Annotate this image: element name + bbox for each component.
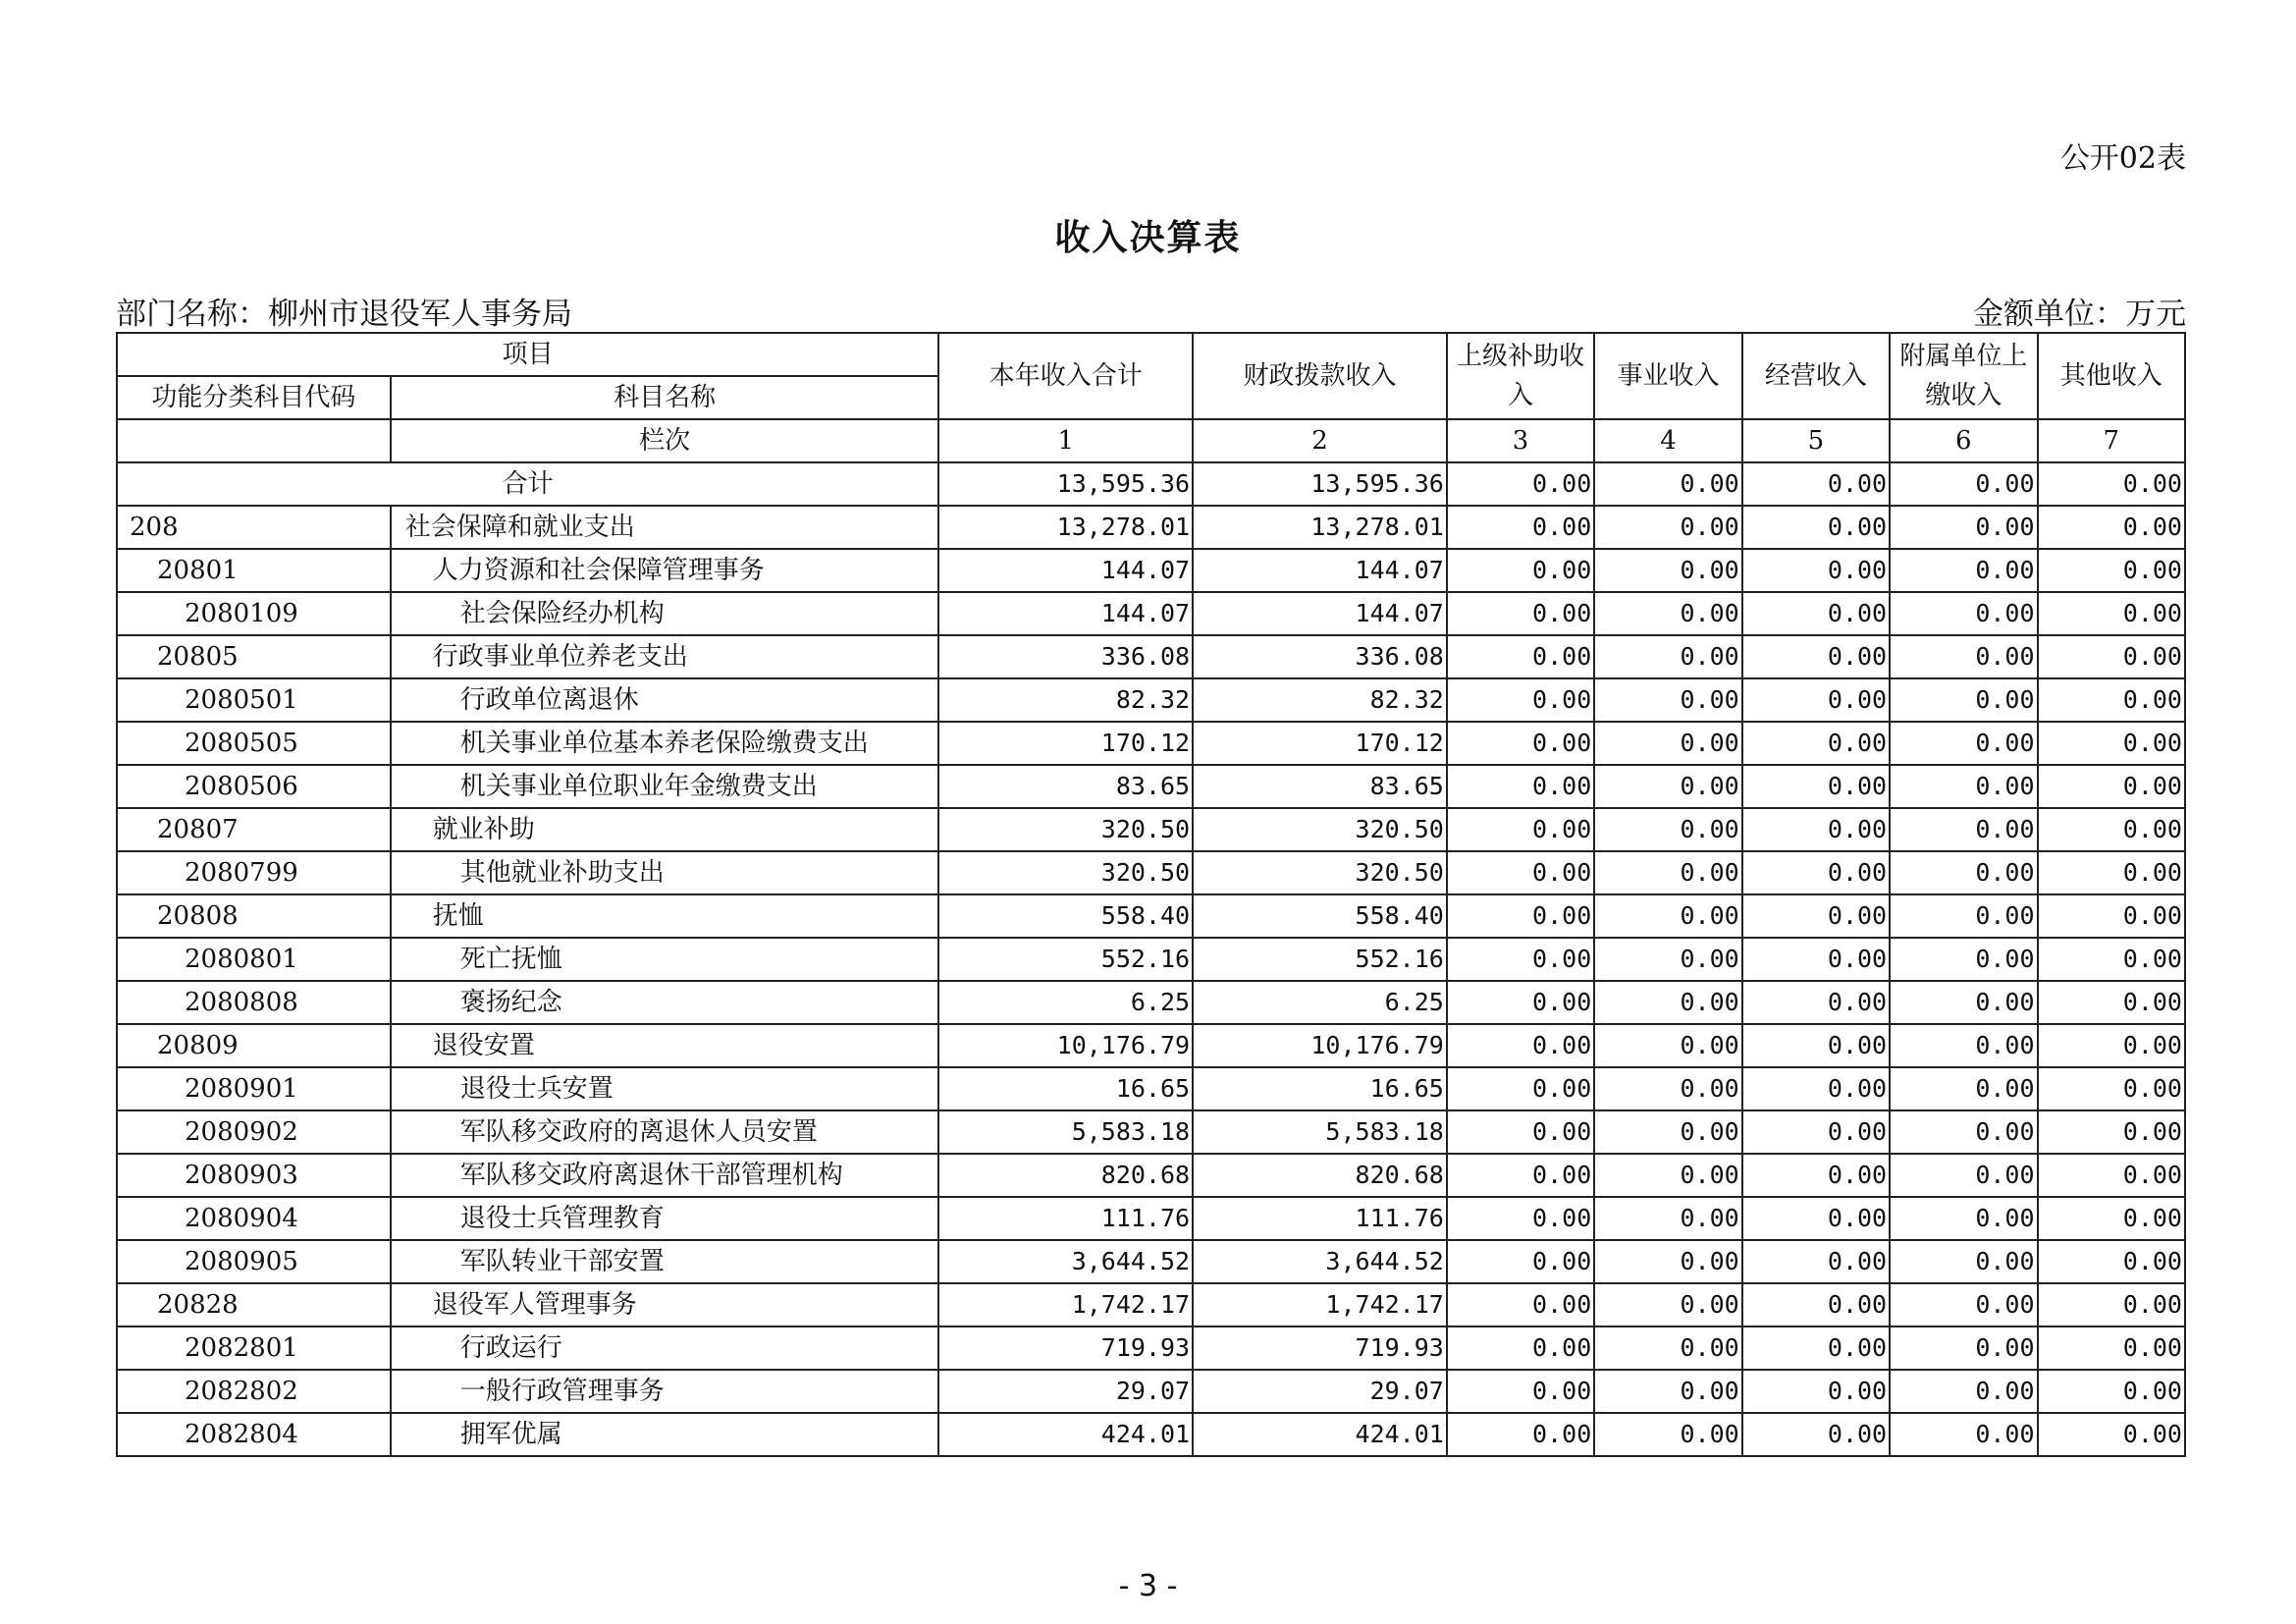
amount-cell: 0.00 <box>1890 851 2037 894</box>
subject-code: 2080901 <box>117 1067 391 1110</box>
amount-cell: 0.00 <box>1890 981 2037 1024</box>
amount-cell: 0.00 <box>1594 722 1741 765</box>
total-value: 13,595.36 <box>1193 462 1447 506</box>
total-value: 0.00 <box>2038 462 2185 506</box>
amount-cell: 0.00 <box>1742 851 1890 894</box>
page-number: - 3 - <box>1118 1569 1178 1603</box>
header-col-business: 事业收入 <box>1594 333 1741 419</box>
amount-cell: 0.00 <box>2038 1283 2185 1326</box>
table-row <box>117 1283 2185 1326</box>
table-row <box>117 1240 2185 1283</box>
table-row <box>117 1154 2185 1197</box>
amount-cell: 144.07 <box>938 592 1193 635</box>
table-row <box>117 938 2185 981</box>
table-row <box>117 808 2185 851</box>
amount-cell: 0.00 <box>1890 1283 2037 1326</box>
amount-cell: 424.01 <box>938 1413 1193 1456</box>
amount-cell: 0.00 <box>1594 894 1741 938</box>
amount-cell: 0.00 <box>2038 592 2185 635</box>
amount-cell: 0.00 <box>1890 549 2037 592</box>
subject-code: 2080905 <box>117 1240 391 1283</box>
amount-cell: 0.00 <box>1594 1240 1741 1283</box>
amount-cell: 0.00 <box>1447 1413 1594 1456</box>
table-body <box>117 462 2185 1456</box>
amount-cell: 0.00 <box>1742 1197 1890 1240</box>
amount-cell: 0.00 <box>1447 506 1594 549</box>
amount-cell: 0.00 <box>1742 506 1890 549</box>
amount-cell: 719.93 <box>938 1326 1193 1370</box>
seq-cell: 6 <box>1890 419 2037 462</box>
seq-cell: 3 <box>1447 419 1594 462</box>
amount-cell: 820.68 <box>938 1154 1193 1197</box>
table-row <box>117 1110 2185 1154</box>
amount-cell: 0.00 <box>1447 635 1594 678</box>
amount-cell: 0.00 <box>1594 1413 1741 1456</box>
amount-cell: 0.00 <box>1594 678 1741 722</box>
amount-cell: 83.65 <box>938 765 1193 808</box>
amount-cell: 82.32 <box>938 678 1193 722</box>
amount-cell: 0.00 <box>1742 722 1890 765</box>
amount-cell: 0.00 <box>1742 1283 1890 1326</box>
table-row <box>117 678 2185 722</box>
amount-cell: 29.07 <box>1193 1370 1447 1413</box>
subject-code: 208 <box>117 506 391 549</box>
amount-cell: 0.00 <box>1447 981 1594 1024</box>
header-col-operation: 经营收入 <box>1742 333 1890 419</box>
amount-cell: 0.00 <box>1890 1110 2037 1154</box>
amount-cell: 0.00 <box>1742 1067 1890 1110</box>
amount-cell: 0.00 <box>1447 765 1594 808</box>
amount-cell: 0.00 <box>1890 635 2037 678</box>
amount-cell: 0.00 <box>1447 1024 1594 1067</box>
amount-cell: 83.65 <box>1193 765 1447 808</box>
amount-cell: 320.50 <box>1193 851 1447 894</box>
subject-code: 2082801 <box>117 1326 391 1370</box>
header-col-other: 其他收入 <box>2038 333 2185 419</box>
subject-code: 2080799 <box>117 851 391 894</box>
amount-cell: 6.25 <box>1193 981 1447 1024</box>
subject-name: 死亡抚恤 <box>391 938 939 981</box>
subject-code: 20807 <box>117 808 391 851</box>
amount-cell: 0.00 <box>1447 678 1594 722</box>
header-name: 科目名称 <box>391 376 939 419</box>
amount-cell: 13,278.01 <box>1193 506 1447 549</box>
amount-cell: 0.00 <box>2038 1067 2185 1110</box>
amount-cell: 16.65 <box>938 1067 1193 1110</box>
amount-cell: 0.00 <box>2038 1413 2185 1456</box>
subject-name: 人力资源和社会保障管理事务 <box>391 549 939 592</box>
amount-cell: 0.00 <box>1594 981 1741 1024</box>
amount-cell: 0.00 <box>1742 1154 1890 1197</box>
amount-cell: 0.00 <box>1447 894 1594 938</box>
amount-cell: 0.00 <box>2038 722 2185 765</box>
amount-cell: 0.00 <box>1890 808 2037 851</box>
amount-cell: 0.00 <box>1890 592 2037 635</box>
subject-code: 2082804 <box>117 1413 391 1456</box>
table-row <box>117 1024 2185 1067</box>
total-row <box>117 462 2185 506</box>
amount-cell: 5,583.18 <box>1193 1110 1447 1154</box>
header-col-affiliate: 附属单位上缴收入 <box>1890 333 2037 419</box>
subject-code: 20809 <box>117 1024 391 1067</box>
amount-cell: 0.00 <box>1447 808 1594 851</box>
subject-code: 2080801 <box>117 938 391 981</box>
amount-cell: 0.00 <box>1742 1240 1890 1283</box>
amount-cell: 424.01 <box>1193 1413 1447 1456</box>
amount-cell: 0.00 <box>1594 938 1741 981</box>
subject-name: 一般行政管理事务 <box>391 1370 939 1413</box>
amount-cell: 0.00 <box>1890 1413 2037 1456</box>
amount-cell: 0.00 <box>1594 635 1741 678</box>
amount-cell: 0.00 <box>1890 722 2037 765</box>
subject-name: 退役军人管理事务 <box>391 1283 939 1326</box>
amount-cell: 0.00 <box>1447 851 1594 894</box>
amount-cell: 0.00 <box>2038 851 2185 894</box>
subject-code: 20801 <box>117 549 391 592</box>
amount-cell: 0.00 <box>2038 1197 2185 1240</box>
amount-cell: 10,176.79 <box>938 1024 1193 1067</box>
amount-cell: 320.50 <box>1193 808 1447 851</box>
amount-cell: 0.00 <box>1447 1110 1594 1154</box>
subject-code: 2080904 <box>117 1197 391 1240</box>
unit-label: 金额单位：万元 <box>1973 297 2186 332</box>
amount-cell: 0.00 <box>1890 1240 2037 1283</box>
amount-cell: 552.16 <box>1193 938 1447 981</box>
subject-name: 拥军优属 <box>391 1413 939 1456</box>
amount-cell: 1,742.17 <box>938 1283 1193 1326</box>
amount-cell: 13,278.01 <box>938 506 1193 549</box>
subject-name: 军队转业干部安置 <box>391 1240 939 1283</box>
subject-code: 2080109 <box>117 592 391 635</box>
subject-name: 其他就业补助支出 <box>391 851 939 894</box>
amount-cell: 0.00 <box>1890 1067 2037 1110</box>
amount-cell: 0.00 <box>1447 549 1594 592</box>
amount-cell: 0.00 <box>2038 678 2185 722</box>
amount-cell: 0.00 <box>2038 894 2185 938</box>
amount-cell: 0.00 <box>1447 1283 1594 1326</box>
amount-cell: 0.00 <box>1447 1370 1594 1413</box>
amount-cell: 0.00 <box>2038 1154 2185 1197</box>
amount-cell: 0.00 <box>1742 808 1890 851</box>
table-row <box>117 635 2185 678</box>
amount-cell: 719.93 <box>1193 1326 1447 1370</box>
amount-cell: 0.00 <box>2038 1240 2185 1283</box>
amount-cell: 0.00 <box>1890 938 2037 981</box>
amount-cell: 0.00 <box>1447 592 1594 635</box>
seq-cell: 5 <box>1742 419 1890 462</box>
amount-cell: 0.00 <box>1594 1110 1741 1154</box>
subject-code: 2080902 <box>117 1110 391 1154</box>
subject-name: 机关事业单位基本养老保险缴费支出 <box>391 722 939 765</box>
subject-name: 军队移交政府离退休干部管理机构 <box>391 1154 939 1197</box>
amount-cell: 336.08 <box>938 635 1193 678</box>
page-title: 收入决算表 <box>1054 217 1242 258</box>
amount-cell: 0.00 <box>1742 1326 1890 1370</box>
table-row <box>117 1370 2185 1413</box>
amount-cell: 0.00 <box>1594 1283 1741 1326</box>
table-row <box>117 506 2185 549</box>
amount-cell: 0.00 <box>1890 765 2037 808</box>
amount-cell: 0.00 <box>1594 808 1741 851</box>
amount-cell: 0.00 <box>1742 1024 1890 1067</box>
amount-cell: 0.00 <box>1447 1067 1594 1110</box>
table-row <box>117 1197 2185 1240</box>
seq-cell: 4 <box>1594 419 1741 462</box>
subject-name: 就业补助 <box>391 808 939 851</box>
amount-cell: 0.00 <box>1594 549 1741 592</box>
amount-cell: 0.00 <box>1742 981 1890 1024</box>
amount-cell: 0.00 <box>2038 1370 2185 1413</box>
subject-name: 行政事业单位养老支出 <box>391 635 939 678</box>
amount-cell: 0.00 <box>1890 894 2037 938</box>
amount-cell: 0.00 <box>2038 1024 2185 1067</box>
amount-cell: 0.00 <box>1890 1326 2037 1370</box>
subject-name: 抚恤 <box>391 894 939 938</box>
table-row <box>117 1067 2185 1110</box>
subject-code: 2080505 <box>117 722 391 765</box>
amount-cell: 0.00 <box>1742 592 1890 635</box>
amount-cell: 0.00 <box>1594 1067 1741 1110</box>
seq-cell: 2 <box>1193 419 1447 462</box>
amount-cell: 0.00 <box>1447 1326 1594 1370</box>
table-row <box>117 894 2185 938</box>
amount-cell: 0.00 <box>1742 678 1890 722</box>
amount-cell: 0.00 <box>1594 506 1741 549</box>
subject-name: 退役安置 <box>391 1024 939 1067</box>
amount-cell: 820.68 <box>1193 1154 1447 1197</box>
amount-cell: 0.00 <box>2038 938 2185 981</box>
amount-cell: 0.00 <box>1594 1154 1741 1197</box>
amount-cell: 0.00 <box>2038 981 2185 1024</box>
amount-cell: 111.76 <box>1193 1197 1447 1240</box>
amount-cell: 0.00 <box>1594 1024 1741 1067</box>
subject-name: 退役士兵管理教育 <box>391 1197 939 1240</box>
amount-cell: 558.40 <box>1193 894 1447 938</box>
amount-cell: 1,742.17 <box>1193 1283 1447 1326</box>
amount-cell: 0.00 <box>1447 722 1594 765</box>
seq-blank <box>117 419 391 462</box>
amount-cell: 336.08 <box>1193 635 1447 678</box>
amount-cell: 0.00 <box>1742 549 1890 592</box>
seq-cell: 7 <box>2038 419 2185 462</box>
amount-cell: 0.00 <box>1594 1326 1741 1370</box>
total-value: 0.00 <box>1742 462 1890 506</box>
subject-code: 20808 <box>117 894 391 938</box>
header-item: 项目 <box>117 333 938 376</box>
amount-cell: 320.50 <box>938 808 1193 851</box>
amount-cell: 0.00 <box>1742 1413 1890 1456</box>
amount-cell: 0.00 <box>2038 635 2185 678</box>
amount-cell: 10,176.79 <box>1193 1024 1447 1067</box>
amount-cell: 3,644.52 <box>1193 1240 1447 1283</box>
subject-code: 20828 <box>117 1283 391 1326</box>
subject-name: 社会保障和就业支出 <box>391 506 939 549</box>
subject-name: 褒扬纪念 <box>391 981 939 1024</box>
amount-cell: 170.12 <box>1193 722 1447 765</box>
amount-cell: 0.00 <box>1594 765 1741 808</box>
subject-name: 社会保险经办机构 <box>391 592 939 635</box>
amount-cell: 0.00 <box>2038 1110 2185 1154</box>
amount-cell: 0.00 <box>2038 549 2185 592</box>
total-label: 合计 <box>117 462 938 506</box>
amount-cell: 0.00 <box>1447 938 1594 981</box>
subject-name: 退役士兵安置 <box>391 1067 939 1110</box>
amount-cell: 0.00 <box>1447 1197 1594 1240</box>
table-row <box>117 1326 2185 1370</box>
subject-name: 军队移交政府的离退休人员安置 <box>391 1110 939 1154</box>
table-row <box>117 981 2185 1024</box>
total-value: 0.00 <box>1890 462 2037 506</box>
amount-cell: 0.00 <box>1742 1370 1890 1413</box>
amount-cell: 0.00 <box>1742 894 1890 938</box>
amount-cell: 552.16 <box>938 938 1193 981</box>
table-row <box>117 1413 2185 1456</box>
table-header <box>117 333 2185 462</box>
amount-cell: 0.00 <box>1447 1154 1594 1197</box>
amount-cell: 0.00 <box>1447 1240 1594 1283</box>
subject-name: 机关事业单位职业年金缴费支出 <box>391 765 939 808</box>
table-row <box>117 549 2185 592</box>
amount-cell: 558.40 <box>938 894 1193 938</box>
amount-cell: 0.00 <box>1890 1370 2037 1413</box>
total-value: 0.00 <box>1594 462 1741 506</box>
amount-cell: 29.07 <box>938 1370 1193 1413</box>
amount-cell: 0.00 <box>1594 592 1741 635</box>
amount-cell: 0.00 <box>2038 1326 2185 1370</box>
amount-cell: 144.07 <box>938 549 1193 592</box>
subject-code: 2080506 <box>117 765 391 808</box>
header-col-superior: 上级补助收入 <box>1447 333 1594 419</box>
table-row <box>117 592 2185 635</box>
table-row <box>117 722 2185 765</box>
amount-cell: 3,644.52 <box>938 1240 1193 1283</box>
department-label: 部门名称：柳州市退役军人事务局 <box>116 297 572 332</box>
amount-cell: 0.00 <box>2038 808 2185 851</box>
income-report-table <box>116 332 2186 1457</box>
amount-cell: 144.07 <box>1193 592 1447 635</box>
amount-cell: 0.00 <box>2038 506 2185 549</box>
subject-code: 2080808 <box>117 981 391 1024</box>
amount-cell: 0.00 <box>1890 506 2037 549</box>
seq-label: 栏次 <box>391 419 939 462</box>
header-code: 功能分类科目代码 <box>117 376 391 419</box>
amount-cell: 0.00 <box>1594 851 1741 894</box>
subject-code: 2080903 <box>117 1154 391 1197</box>
amount-cell: 82.32 <box>1193 678 1447 722</box>
amount-cell: 16.65 <box>1193 1067 1447 1110</box>
amount-cell: 5,583.18 <box>938 1110 1193 1154</box>
amount-cell: 0.00 <box>1742 1110 1890 1154</box>
table-row <box>117 765 2185 808</box>
amount-cell: 144.07 <box>1193 549 1447 592</box>
subject-name: 行政运行 <box>391 1326 939 1370</box>
amount-cell: 320.50 <box>938 851 1193 894</box>
amount-cell: 0.00 <box>1890 678 2037 722</box>
subject-code: 20805 <box>117 635 391 678</box>
amount-cell: 0.00 <box>2038 765 2185 808</box>
total-value: 13,595.36 <box>938 462 1193 506</box>
seq-row <box>117 419 2185 462</box>
amount-cell: 111.76 <box>938 1197 1193 1240</box>
amount-cell: 170.12 <box>938 722 1193 765</box>
amount-cell: 0.00 <box>1742 635 1890 678</box>
seq-cell: 1 <box>938 419 1193 462</box>
amount-cell: 0.00 <box>1594 1197 1741 1240</box>
form-code: 公开02表 <box>2059 141 2186 176</box>
amount-cell: 0.00 <box>1890 1197 2037 1240</box>
amount-cell: 0.00 <box>1890 1024 2037 1067</box>
header-col-total: 本年收入合计 <box>938 333 1193 419</box>
amount-cell: 0.00 <box>1742 938 1890 981</box>
amount-cell: 0.00 <box>1594 1370 1741 1413</box>
amount-cell: 0.00 <box>1890 1154 2037 1197</box>
subject-code: 2082802 <box>117 1370 391 1413</box>
amount-cell: 6.25 <box>938 981 1193 1024</box>
total-value: 0.00 <box>1447 462 1594 506</box>
subject-code: 2080501 <box>117 678 391 722</box>
table-row <box>117 851 2185 894</box>
amount-cell: 0.00 <box>1742 765 1890 808</box>
header-col-fiscal: 财政拨款收入 <box>1193 333 1447 419</box>
subject-name: 行政单位离退休 <box>391 678 939 722</box>
